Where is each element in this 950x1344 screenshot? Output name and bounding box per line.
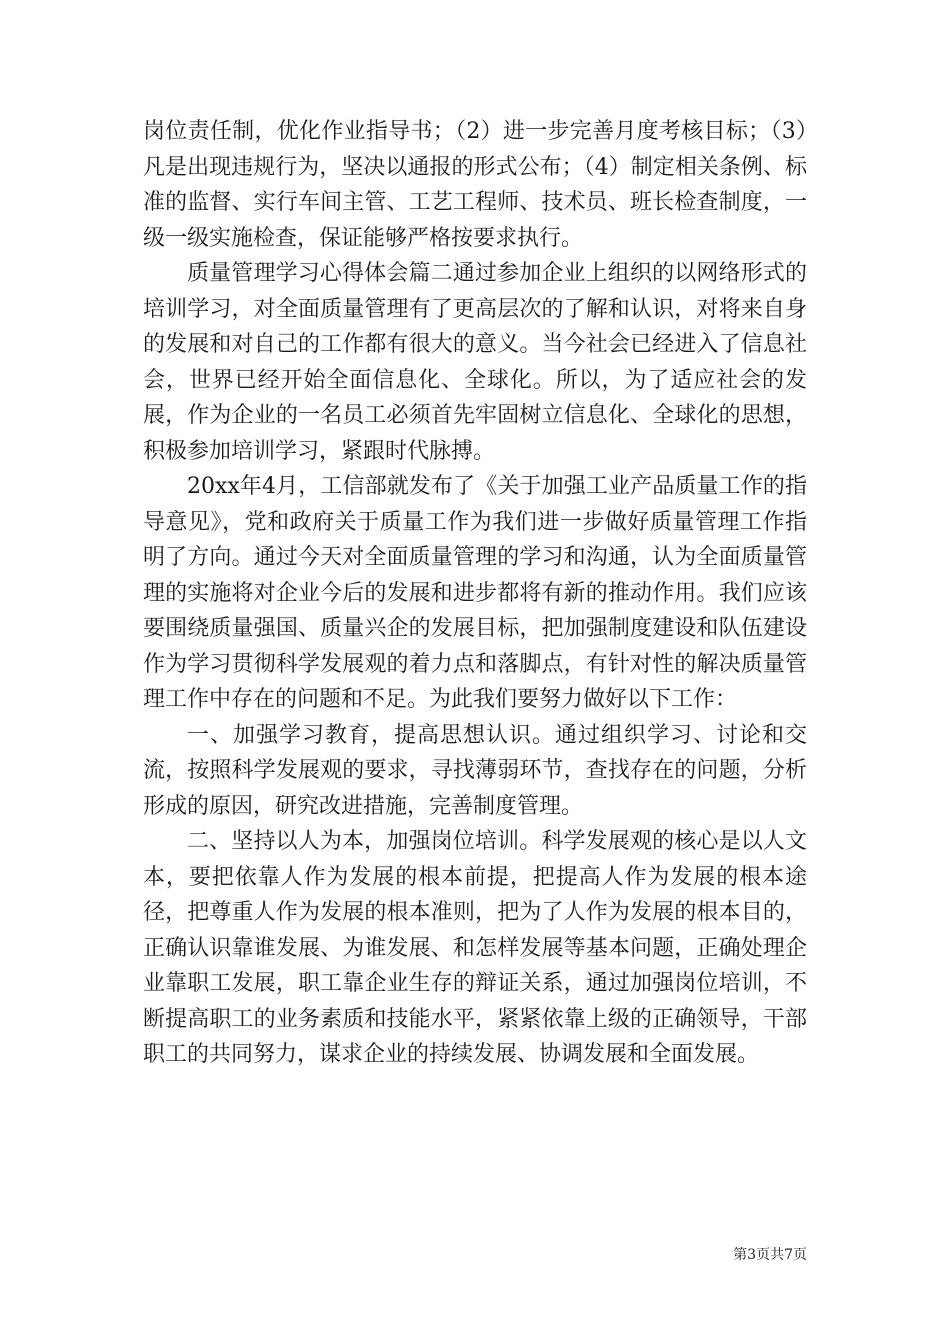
paragraph-experience-part-two: 质量管理学习心得体会篇二通过参加企业上组织的以网络形式的培训学习，对全面质量管理有了更高层次的了解和认识，对将来自身的发展和对自己的工作都有很大的意义。当今社会已经进入了信息社会，世界已经开始全面信息化、全球化。所以，为了适应社会的发展，作为企业的一名员工必须首先牢固树立信息化、全球化的思想，积极参加培训学习，紧跟时代脉搏。: [143, 261, 807, 464]
paragraph-guidance-opinion: 20xx年4月，工信部就发布了《关于加强工业产品质量工作的指导意见》，党和政府关于质量工作为我们进一步做好质量管理工作指明了方向。通过今天对全面质量管理的学习和沟通，认为全面质量管理的实施将对企业今后的发展和进步都将有新的推动作用。我们应该要围绕质量强国、质量兴企的发展目标，把加强制度建设和队伍建设作为学习贯彻科学发展观的着力点和落脚点，有针对性的解决质量管理工作中存在的问题和不足。为此我们要努力做好以下工作：: [143, 474, 807, 712]
paragraph-point-two: 二、坚持以人为本，加强岗位培训。科学发展观的核心是以人文本，要把依靠人作为发展的根本前提，把提高人作为发展的根本途径，把尊重人作为发展的根本准则，把为了人作为发展的根本目的，正确认识靠谁发展、为谁发展、和怎样发展等基本问题，正确处理企业靠职工发展，职工靠企业生存的辩证关系，通过加强岗位培训，不断提高职工的业务素质和技能水平，紧紧依靠上级的正确领导，干部职工的共同努力，谋求企业的持续发展、协调发展和全面发展。: [143, 829, 807, 1067]
document-body: [143, 114, 807, 1073]
paragraph-continuation: 岗位责任制，优化作业指导书；（2）进一步完善月度考核目标；（3）凡是出现违规行为，坚决以通报的形式公布；（4）制定相关条例、标准的监督、实行车间主管、工艺工程师、技术员、班长检查制度，一级一级实施检查，保证能够严格按要求执行。: [143, 119, 807, 251]
page-number: 第3页共7页: [733, 1247, 807, 1263]
paragraph-point-one: 一、加强学习教育，提高思想认识。通过组织学习、讨论和交流，按照科学发展观的要求，寻找薄弱环节，查找存在的问题，分析形成的原因，研究改进措施，完善制度管理。: [143, 722, 807, 819]
